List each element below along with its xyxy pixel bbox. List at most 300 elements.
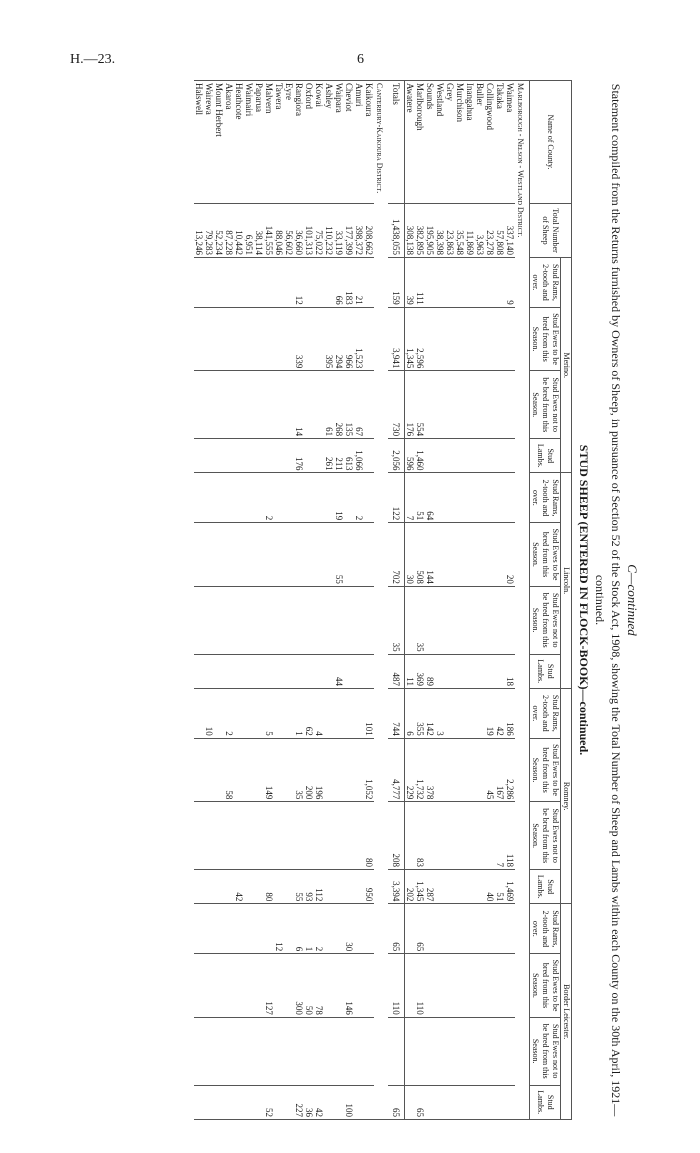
table-cell: [505, 371, 515, 439]
county-name: Wairewa: [204, 81, 214, 204]
table-cell: [294, 1017, 304, 1085]
table-cell: 52: [264, 1085, 274, 1119]
table-cell: [274, 586, 284, 654]
table-cell: [284, 802, 294, 870]
table-cell: [465, 439, 475, 473]
totals-row: [388, 81, 405, 1120]
table-cell: [274, 307, 284, 371]
table-cell: [274, 523, 284, 587]
table-cell: [435, 870, 445, 904]
table-cell: [274, 371, 284, 439]
table-cell: [234, 473, 244, 523]
table-cell: [344, 523, 354, 587]
table-cell: [364, 654, 374, 688]
table-cell: [194, 688, 204, 738]
table-cell: [455, 688, 465, 738]
table-cell: [495, 523, 505, 587]
table-cell: 2: [224, 688, 234, 738]
table-cell: 142: [425, 688, 435, 738]
table-cell: [284, 371, 294, 439]
sub-header: Stud Rams, 2-tooth and over.: [530, 473, 561, 523]
table-cell: [204, 654, 214, 688]
table-cell: [485, 523, 495, 587]
table-cell: [224, 371, 234, 439]
table-cell: [254, 870, 264, 904]
table-cell: [204, 523, 214, 587]
table-cell: 596: [405, 439, 416, 473]
table-row: [465, 81, 475, 1120]
table-cell: [405, 802, 416, 870]
table-row: [475, 81, 485, 1120]
table-cell: [194, 1017, 204, 1085]
county-name: Awatere: [405, 81, 416, 204]
table-cell: [475, 870, 485, 904]
table-row: [324, 81, 334, 1120]
table-cell: [364, 307, 374, 371]
table-cell: [465, 1085, 475, 1119]
table-cell: 176: [405, 371, 416, 439]
statement-title: Statement compiled from the Returns furnished by Owners of Sheep, in pursuance of Section 52 of the Stock Act, 1908, showing the Total Number of Sheep and Lambs within each County on the 30th April, 1921—continued.: [593, 83, 623, 1117]
table-cell: [264, 1017, 274, 1085]
table-cell: [284, 523, 294, 587]
table-cell: 55: [334, 523, 344, 587]
county-name: Akaroa: [224, 81, 234, 204]
table-cell: 42: [234, 870, 244, 904]
table-cell: 110,232: [324, 204, 334, 258]
table-cell: [364, 904, 374, 954]
table-cell: [254, 258, 264, 308]
table-cell: 75,022: [314, 204, 324, 258]
table-cell: 3,963: [475, 204, 485, 258]
table-cell: [274, 258, 284, 308]
table-cell: 177,399: [344, 204, 354, 258]
table-cell: [234, 1017, 244, 1085]
county-name: Rangiora: [294, 81, 304, 204]
table-cell: [475, 371, 485, 439]
table-cell: 51: [495, 870, 505, 904]
table-cell: 39: [405, 258, 416, 308]
table-cell: 398,372: [354, 204, 364, 258]
table-cell: [224, 954, 234, 1018]
table-cell: 1,469: [505, 870, 515, 904]
table-cell: 56,602: [284, 204, 294, 258]
table-cell: [405, 954, 416, 1018]
table-cell: [465, 371, 475, 439]
table-cell: [475, 654, 485, 688]
table-cell: [495, 1085, 505, 1119]
table-cell: 79,283: [204, 204, 214, 258]
table-cell: 1,523: [354, 307, 364, 371]
table-cell: [334, 738, 344, 802]
table-cell: 23,863: [445, 204, 455, 258]
table-cell: [274, 1017, 284, 1085]
table-cell: 744: [388, 688, 405, 738]
table-cell: 176: [294, 439, 304, 473]
sub-header: Stud Ewes not to be bred from this Season.: [530, 586, 561, 654]
table-cell: [204, 1017, 214, 1085]
table-cell: [314, 473, 324, 523]
table-cell: [435, 473, 445, 523]
table-cell: [364, 439, 374, 473]
table-cell: 1: [294, 688, 304, 738]
table-cell: [495, 586, 505, 654]
table-cell: [284, 688, 294, 738]
county-name: Inangahua: [465, 81, 475, 204]
table-cell: [505, 586, 515, 654]
table-cell: 7: [405, 473, 416, 523]
table-cell: [455, 523, 465, 587]
table-cell: [224, 870, 234, 904]
sub-header: Stud Rams, 2-tooth and over.: [530, 258, 561, 308]
table-cell: 33,119: [334, 204, 344, 258]
table-cell: [344, 654, 354, 688]
table-cell: [475, 954, 485, 1018]
table-cell: [244, 688, 254, 738]
table-cell: [354, 904, 364, 954]
table-cell: [304, 1017, 314, 1085]
table-cell: [455, 654, 465, 688]
table-cell: 211: [334, 439, 344, 473]
table-cell: [465, 586, 475, 654]
table-cell: [465, 473, 475, 523]
table-cell: 702: [388, 523, 405, 587]
table-cell: [254, 523, 264, 587]
table-cell: 146: [344, 954, 354, 1018]
table-cell: [425, 307, 435, 371]
table-cell: [465, 904, 475, 954]
table-cell: 339: [294, 307, 304, 371]
table-cell: [435, 954, 445, 1018]
table-cell: 100: [344, 1085, 354, 1119]
table-cell: [435, 307, 445, 371]
table-cell: [405, 1017, 416, 1085]
table-cell: 111: [415, 258, 425, 308]
table-cell: [304, 523, 314, 587]
table-row: [284, 81, 294, 1120]
table-cell: [214, 307, 224, 371]
table-cell: 2,596: [415, 307, 425, 371]
table-cell: 66: [334, 258, 344, 308]
table-cell: [224, 473, 234, 523]
table-cell: [314, 586, 324, 654]
table-cell: [254, 307, 264, 371]
table-cell: [475, 473, 485, 523]
page-reference: H.—23.: [70, 52, 116, 67]
table-cell: [505, 473, 515, 523]
table-cell: [254, 1017, 264, 1085]
table-cell: [334, 802, 344, 870]
table-cell: 65: [388, 904, 405, 954]
table-cell: 6,951: [244, 204, 254, 258]
table-cell: [214, 654, 224, 688]
table-cell: [244, 1085, 254, 1119]
table-cell: 12: [294, 258, 304, 308]
table-cell: [324, 738, 334, 802]
table-cell: [495, 439, 505, 473]
table-cell: [294, 654, 304, 688]
table-cell: [505, 954, 515, 1018]
table-row: [294, 81, 304, 1120]
table-cell: [354, 870, 364, 904]
table-cell: 208: [388, 802, 405, 870]
table-cell: [314, 523, 324, 587]
table-cell: [485, 586, 495, 654]
table-cell: [475, 307, 485, 371]
table-cell: [284, 738, 294, 802]
table-cell: [465, 307, 475, 371]
table-row: [405, 81, 416, 1120]
table-cell: [254, 473, 264, 523]
table-cell: [445, 1085, 455, 1119]
table-cell: [485, 1017, 495, 1085]
table-cell: [314, 439, 324, 473]
table-cell: [274, 688, 284, 738]
table-cell: [354, 523, 364, 587]
col-merino: Merino.: [561, 258, 572, 473]
table-cell: [214, 1017, 224, 1085]
table-cell: 80: [264, 870, 274, 904]
table-cell: [344, 586, 354, 654]
table-cell: 87,228: [224, 204, 234, 258]
table-cell: [455, 258, 465, 308]
table-cell: [264, 586, 274, 654]
table-cell: 508: [415, 523, 425, 587]
table-cell: [455, 473, 465, 523]
table-cell: 2,286: [505, 738, 515, 802]
table-cell: [364, 523, 374, 587]
table-cell: 4: [314, 688, 324, 738]
table-cell: [234, 439, 244, 473]
table-cell: [475, 904, 485, 954]
table-cell: [334, 1085, 344, 1119]
table-row: [455, 81, 465, 1120]
table-cell: [214, 904, 224, 954]
table-cell: [425, 802, 435, 870]
table-cell: 730: [388, 371, 405, 439]
table-cell: [324, 654, 334, 688]
table-cell: [435, 258, 445, 308]
table-cell: [234, 258, 244, 308]
table-cell: [324, 904, 334, 954]
table-cell: [364, 954, 374, 1018]
table-cell: [314, 371, 324, 439]
table-cell: 183: [344, 258, 354, 308]
table-cell: [314, 307, 324, 371]
table-cell: [324, 688, 334, 738]
table-cell: 35,548: [455, 204, 465, 258]
table-cell: [204, 870, 214, 904]
table-cell: [485, 654, 495, 688]
county-name: Halswell: [194, 81, 204, 204]
table-cell: [244, 954, 254, 1018]
col-total: Total Number of Sheep: [530, 204, 572, 258]
county-name: Oxford: [304, 81, 314, 204]
county-name: Collingwood: [485, 81, 495, 204]
table-cell: [354, 654, 364, 688]
sub-header: Stud Ewes to be bred from this Season.: [530, 307, 561, 371]
page-number: 6: [357, 52, 364, 67]
county-name: Westland: [435, 81, 445, 204]
table-row: [244, 81, 254, 1120]
table-cell: [254, 371, 264, 439]
table-cell: [294, 586, 304, 654]
table-cell: 21: [354, 258, 364, 308]
table-cell: 395: [324, 307, 334, 371]
table-body: [194, 81, 530, 1120]
table-row: [354, 81, 364, 1120]
table-cell: [495, 307, 505, 371]
table-cell: [224, 258, 234, 308]
table-cell: 50: [304, 954, 314, 1018]
table-cell: [455, 738, 465, 802]
table-cell: [425, 258, 435, 308]
table-cell: 268: [334, 371, 344, 439]
table-cell: 52,234: [214, 204, 224, 258]
table-row: [344, 81, 354, 1120]
table-cell: [334, 870, 344, 904]
table-cell: [445, 802, 455, 870]
table-cell: [425, 586, 435, 654]
sub-header: Stud Rams, 2-tooth and over.: [530, 688, 561, 738]
table-cell: [344, 870, 354, 904]
table-cell: [204, 307, 214, 371]
table-cell: [475, 1085, 485, 1119]
table-cell: [234, 1085, 244, 1119]
col-romney: Romney.: [561, 688, 572, 903]
table-cell: [465, 523, 475, 587]
table-cell: [264, 439, 274, 473]
table-cell: [445, 258, 455, 308]
table-cell: [465, 954, 475, 1018]
table-cell: [425, 371, 435, 439]
table-cell: [194, 802, 204, 870]
table-cell: [405, 1085, 416, 1119]
table-cell: [485, 258, 495, 308]
table-cell: [435, 371, 445, 439]
table-cell: 3,394: [388, 870, 405, 904]
col-border-leicester: Border Leicester.: [561, 904, 572, 1120]
table-cell: 144: [425, 523, 435, 587]
table-cell: [314, 1017, 324, 1085]
table-cell: 101,313: [304, 204, 314, 258]
table-cell: 58: [224, 738, 234, 802]
table-cell: 62: [304, 688, 314, 738]
county-name: Waipara: [334, 81, 344, 204]
table-cell: [334, 586, 344, 654]
table-cell: [505, 439, 515, 473]
table-cell: [224, 1085, 234, 1119]
table-cell: 65: [388, 1085, 405, 1119]
sub-header: Stud Lambs.: [530, 870, 561, 904]
district-name: Marlborough - Nelson - Westland District.: [515, 81, 530, 1120]
table-cell: 127: [264, 954, 274, 1018]
table-cell: [304, 258, 314, 308]
table-row: [194, 81, 204, 1120]
table-cell: 101: [364, 688, 374, 738]
county-name: Tawera: [274, 81, 284, 204]
table-cell: [214, 523, 224, 587]
table-cell: [304, 473, 314, 523]
table-cell: [254, 1085, 264, 1119]
county-name: Heathcote: [234, 81, 244, 204]
table-cell: [264, 654, 274, 688]
table-cell: [304, 654, 314, 688]
table-cell: 18: [505, 654, 515, 688]
table-cell: [264, 523, 274, 587]
district-row: [515, 81, 530, 1120]
county-name: Waimairi: [244, 81, 254, 204]
table-cell: [445, 523, 455, 587]
table-cell: [274, 654, 284, 688]
table-cell: [364, 1017, 374, 1085]
table-cell: [264, 258, 274, 308]
table-cell: [354, 802, 364, 870]
table-cell: 9: [505, 258, 515, 308]
table-cell: [435, 586, 445, 654]
table-row: [485, 81, 495, 1120]
table-cell: [304, 371, 314, 439]
table-cell: [234, 954, 244, 1018]
table-cell: 355: [415, 688, 425, 738]
table-cell: [204, 904, 214, 954]
table-cell: [194, 1085, 204, 1119]
table-cell: [244, 904, 254, 954]
table-cell: [224, 802, 234, 870]
sub-header: Stud Rams, 2-tooth and over.: [530, 904, 561, 954]
table-cell: 89: [425, 654, 435, 688]
table-cell: [455, 802, 465, 870]
table-cell: [465, 654, 475, 688]
table-cell: [234, 802, 244, 870]
table-cell: [274, 954, 284, 1018]
table-cell: [445, 688, 455, 738]
table-cell: [234, 371, 244, 439]
table-cell: [475, 439, 485, 473]
table-cell: [475, 523, 485, 587]
table-cell: 40: [485, 870, 495, 904]
table-cell: [194, 307, 204, 371]
table-cell: [244, 870, 254, 904]
table-cell: 30: [344, 904, 354, 954]
table-cell: [485, 473, 495, 523]
table-cell: [455, 1017, 465, 1085]
table-cell: [455, 586, 465, 654]
table-cell: [455, 371, 465, 439]
table-cell: [274, 439, 284, 473]
table-cell: [435, 802, 445, 870]
table-cell: [244, 1017, 254, 1085]
table-cell: [304, 439, 314, 473]
table-cell: [324, 954, 334, 1018]
table-row: [334, 81, 344, 1120]
table-cell: 14: [294, 371, 304, 439]
table-cell: [284, 870, 294, 904]
sub-header: Stud Ewes to be bred from this Season.: [530, 954, 561, 1018]
table-cell: [254, 802, 264, 870]
table-cell: 88,046: [274, 204, 284, 258]
table-row: [425, 81, 435, 1120]
county-name: Murchison: [455, 81, 465, 204]
table-cell: 1,438,055: [388, 204, 405, 258]
table-cell: [425, 439, 435, 473]
table-cell: [284, 258, 294, 308]
county-name: Cheviot: [344, 81, 354, 204]
table-cell: [194, 654, 204, 688]
district-row: [374, 81, 388, 1120]
table-cell: [505, 904, 515, 954]
table-cell: 294: [334, 307, 344, 371]
table-cell: 61: [324, 371, 334, 439]
